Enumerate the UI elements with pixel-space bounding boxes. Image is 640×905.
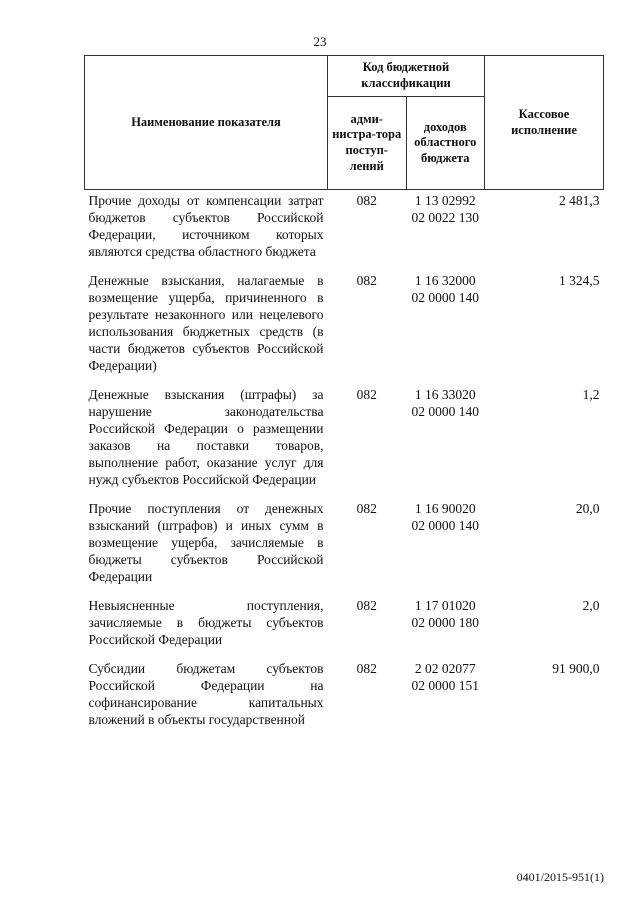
row-execution: 2 481,3	[559, 193, 600, 208]
header-income: доходов областного бюджета	[406, 97, 485, 190]
table-row	[85, 658, 604, 728]
row-name: Прочие доходы от компенсации затрат бюджетов субъектов Российской Федерации, источником которых являются средства областного бюджета	[88, 193, 324, 259]
table-row	[85, 384, 604, 498]
row-admin-code: 082	[356, 661, 377, 676]
row-execution: 20,0	[575, 501, 600, 516]
row-income-code: 1 16 32000 02 0000 140	[411, 273, 479, 305]
header-name: Наименование показателя	[85, 56, 328, 190]
row-execution: 91 900,0	[552, 661, 600, 676]
row-admin-code: 082	[356, 598, 377, 613]
table-row	[85, 270, 604, 384]
row-admin-code: 082	[356, 501, 377, 516]
row-execution: 1 324,5	[559, 273, 600, 288]
header-admin: адми-нистра-тора поступ-лений	[328, 97, 407, 190]
row-income-code: 1 17 01020 02 0000 180	[411, 598, 479, 630]
page-number: 23	[313, 34, 327, 49]
table-body	[85, 190, 604, 729]
row-name: Субсидии бюджетам субъектов Российской Федерации на софинансирование капитальных вложений в объекты государственной	[88, 661, 324, 727]
row-name: Невыясненные поступления, зачисляемые в бюджеты субъектов Российской Федерации	[88, 598, 324, 647]
table-row	[85, 190, 604, 271]
table-row	[85, 498, 604, 595]
row-income-code: 1 16 90020 02 0000 140	[411, 501, 479, 533]
row-admin-code: 082	[356, 193, 377, 208]
row-name: Прочие поступления от денежных взысканий (штрафов) и иных сумм в возмещение ущерба, зачисляемые в бюджеты субъектов Российской Федерации	[88, 501, 324, 584]
table-header	[85, 56, 604, 190]
row-execution: 2,0	[582, 598, 600, 613]
row-name: Денежные взыскания, налагаемые в возмещение ущерба, причиненного в результате незаконного или нецелевого использования бюджетных средств (в части бюджетов субъектов Российской Федерации)	[88, 273, 324, 373]
row-execution: 1,2	[582, 387, 600, 402]
row-income-code: 2 02 02077 02 0000 151	[411, 661, 479, 693]
row-admin-code: 082	[356, 273, 377, 288]
row-admin-code: 082	[356, 387, 377, 402]
header-code-group: Код бюджетной классификации	[328, 56, 485, 97]
row-income-code: 1 13 02992 02 0022 130	[411, 193, 479, 225]
header-execution: Кассовое исполнение	[485, 56, 604, 190]
table-row	[85, 595, 604, 658]
document-code: 0401/2015-951(1)	[516, 870, 604, 884]
budget-table	[84, 55, 604, 728]
row-name: Денежные взыскания (штрафы) за нарушение законодательства Российской Федерации о размещении заказов на поставки товаров, выполнение работ, оказание услуг для нужд субъектов Российской Федерации	[88, 387, 324, 487]
row-income-code: 1 16 33020 02 0000 140	[411, 387, 479, 419]
